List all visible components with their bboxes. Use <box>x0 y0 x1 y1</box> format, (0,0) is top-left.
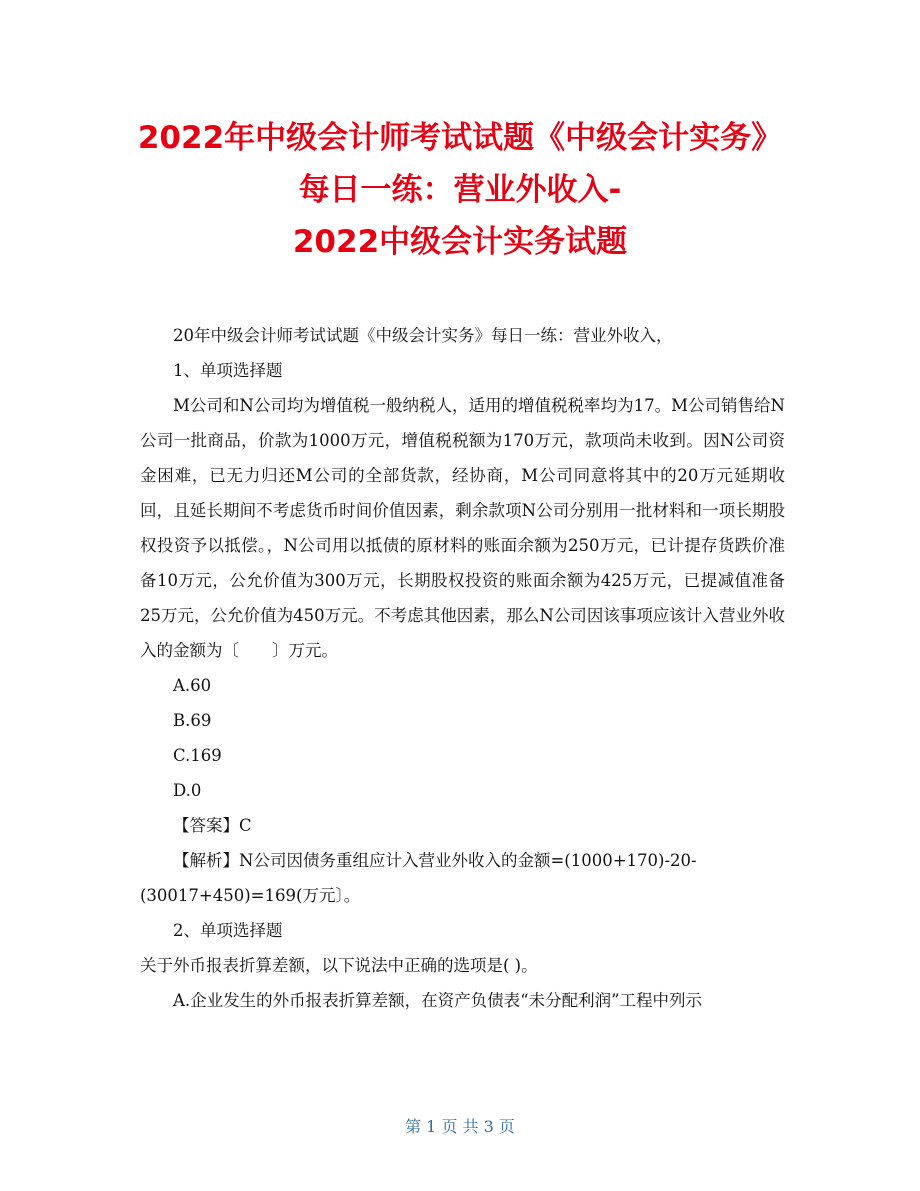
title-line-1: 2022年中级会计师考试试题《中级会计实务》 <box>137 120 783 156</box>
question-2-stem: 关于外币报表折算差额，以下说法中正确的选项是( )。 <box>140 956 538 975</box>
question-2-option-a: A.企业发生的外币报表折算差额，在资产负债表“未分配利润”工程中列示 <box>173 991 703 1010</box>
page-number-footer: 第 1 页 共 3 页 <box>405 1117 515 1136</box>
question-1-answer: 【答案】C <box>173 816 252 835</box>
title-line-3: 2022中级会计实务试题 <box>292 224 628 260</box>
question-1-option-d: D.0 <box>173 781 202 800</box>
question-1-type: 1、单项选择题 <box>173 361 283 380</box>
question-1-option-b: B.69 <box>173 711 212 730</box>
intro-paragraph: 20年中级会计师考试试题《中级会计实务》每日一练：营业外收入， <box>173 326 673 345</box>
document-title <box>0 112 920 268</box>
question-1-option-c: C.169 <box>173 746 222 765</box>
question-1-stem: M公司和N公司均为增值税一般纳税人，适用的增值税税率均为17。M公司销售给N公司一批商品，价款为1000万元，增值税税额为170万元，款项尚未收到。因N公司资金困难，已无力归还M公司的全部货款，经协商，M公司同意将其中的20万元延期收回，且延长期间不考虑货币时间价值因素，剩余款项N公司分别用一批材料和一项长期股权投资予以抵偿。，N公司用以抵债的原材料的账面余额为250万元，已计提存货跌价准备10万元，公允价值为300万元，长期股权投资的账面余额为425万元，已提减值准备25万元，公允价值为450万元。不考虑其他因素，那么N公司因该事项应该计入营业外收入的金额为〔 〕万元。 <box>140 396 785 660</box>
document-body <box>140 318 785 1018</box>
question-1-option-a: A.60 <box>173 676 212 695</box>
question-2-type: 2、单项选择题 <box>173 921 283 940</box>
question-1-analysis-line-1: 【解析】N公司因债务重组应计入营业外收入的金额=(1000+170)-20- <box>173 851 697 870</box>
question-1-analysis-line-2: (30017+450)=169(万元〕。 <box>140 886 361 905</box>
title-line-2: 每日一练：营业外收入- <box>298 172 622 208</box>
